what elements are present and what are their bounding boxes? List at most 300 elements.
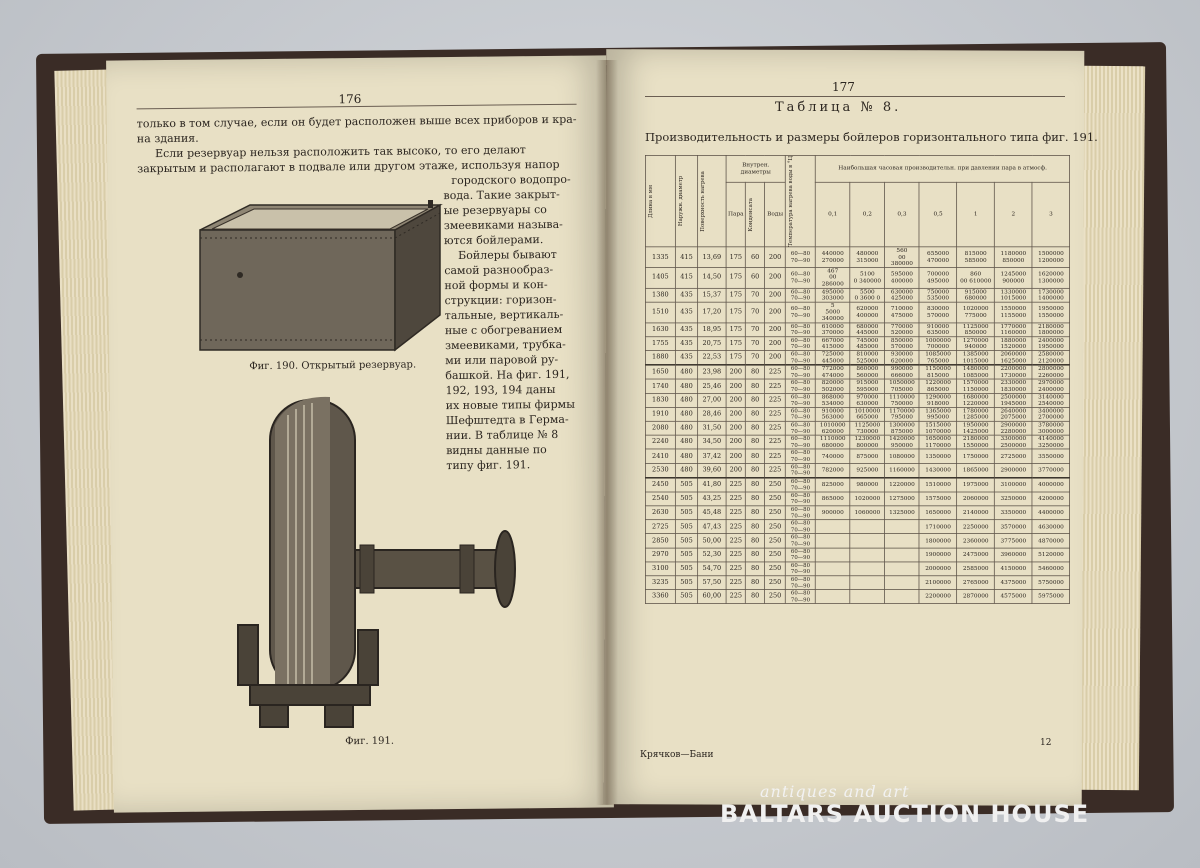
cell-capacity: 1300000 875000: [885, 421, 920, 435]
cell-capacity: 4000000: [1032, 478, 1070, 492]
cell-capacity: 2200000: [919, 590, 957, 604]
temp-range: 70—90: [790, 428, 811, 435]
cell-capacity: 1330000 1015000: [995, 288, 1033, 302]
text-line: городского водопро-: [451, 172, 571, 188]
temp-range: 60—80: [790, 379, 811, 386]
cell-capacity: 1350000: [919, 449, 957, 463]
cell-capacity: 910000 635000: [919, 323, 957, 337]
cell-steam: 225: [726, 562, 745, 576]
cell-water: 200: [765, 247, 786, 268]
cell-condensate: 80: [746, 365, 765, 379]
table-row: [645, 393, 1069, 407]
cell-condensate: 60: [746, 267, 765, 288]
cell-steam: 225: [726, 534, 745, 548]
cell-capacity: 860 00 610000: [957, 267, 995, 288]
cell-capacity: 2800000 2260000: [1032, 365, 1070, 379]
cell-temp: [785, 463, 815, 477]
cell-outer-diameter: 435: [675, 288, 697, 302]
cell-capacity: [850, 534, 885, 548]
cell-capacity: 900000: [815, 506, 850, 520]
cell-capacity: 3550000: [1032, 449, 1070, 463]
temp-range: 70—90: [790, 526, 811, 533]
cell-capacity: 1550000 1155000: [995, 302, 1033, 323]
table-row: [645, 247, 1069, 268]
cell-capacity: [815, 534, 850, 548]
cell-capacity: 1150000 815000: [919, 365, 957, 379]
temp-range: 70—90: [790, 596, 811, 603]
cell-condensate: 70: [746, 302, 765, 323]
cell-water: 250: [765, 548, 786, 562]
cell-surface: 37,42: [698, 449, 726, 463]
cell-water: 200: [765, 337, 786, 351]
cell-length: 2530: [645, 463, 675, 477]
cell-capacity: 1220000: [885, 478, 920, 492]
cell-capacity: 2100000: [919, 576, 957, 590]
cell-outer-diameter: 505: [675, 506, 697, 520]
text-line: на здания.: [136, 131, 199, 146]
cell-outer-diameter: 505: [675, 548, 697, 562]
cell-capacity: 1125000 850000: [957, 323, 995, 337]
cell-capacity: 2060000: [957, 492, 995, 506]
header-length: Длина в мм: [645, 155, 675, 247]
cell-water: 225: [765, 365, 786, 379]
cell-capacity: 2060000 1625000: [995, 351, 1033, 365]
cell-capacity: 1170000 795000: [885, 407, 920, 421]
table-row: [645, 492, 1069, 506]
temp-range: 70—90: [790, 372, 811, 379]
footer-signature: 12: [1040, 738, 1052, 748]
cell-condensate: 80: [746, 407, 765, 421]
cell-capacity: 3400000 2700000: [1032, 407, 1070, 421]
cell-capacity: 1900000: [919, 548, 957, 562]
table-row: [645, 520, 1069, 534]
cell-capacity: 1420000 950000: [885, 435, 920, 449]
temp-range: 60—80: [790, 350, 811, 358]
temp-range: 60—80: [790, 520, 811, 527]
cell-length: 2850: [645, 534, 675, 548]
table-row: [645, 548, 1069, 562]
cell-capacity: 5100 0 340000: [850, 267, 885, 288]
cell-capacity: 4630000: [1032, 520, 1070, 534]
cell-capacity: 480000 315000: [850, 247, 885, 268]
header-rule-right: [645, 96, 1065, 97]
temp-range: 60—80: [790, 250, 811, 257]
temp-range: 60—80: [790, 365, 811, 372]
cell-temp: [785, 590, 815, 604]
table-row: [645, 267, 1069, 288]
cell-steam: 225: [726, 492, 745, 506]
cell-outer-diameter: 480: [675, 449, 697, 463]
header-capacity: Наибольшая часовая производительн. при давлении пара в атмосф.: [815, 155, 1069, 182]
cell-capacity: 595000 400000: [885, 267, 920, 288]
cell-steam: 225: [726, 590, 745, 604]
cell-capacity: 770000 520000: [885, 323, 920, 337]
temp-range: 70—90: [790, 582, 811, 589]
temp-range: 70—90: [790, 470, 811, 477]
table-row: [645, 506, 1069, 520]
cell-surface: 31,50: [698, 421, 726, 435]
cell-length: 3360: [645, 590, 675, 604]
cell-capacity: 4140000 3250000: [1032, 435, 1070, 449]
text-line: змеевиками называ-: [443, 217, 563, 233]
boiler-illustration: [230, 385, 520, 740]
cell-capacity: 815000 585000: [957, 247, 995, 268]
cell-steam: 200: [726, 449, 745, 463]
cell-condensate: 80: [746, 520, 765, 534]
cell-capacity: 745000 485000: [850, 337, 885, 351]
text-line: 192, 193, 194 даны: [445, 382, 556, 398]
cell-steam: 225: [726, 548, 745, 562]
cell-condensate: 80: [746, 449, 765, 463]
cell-capacity: 782000: [815, 463, 850, 477]
temp-range: 60—80: [790, 435, 811, 442]
cell-capacity: [885, 590, 920, 604]
cell-water: 225: [765, 379, 786, 393]
table-row: [645, 421, 1069, 435]
cell-capacity: 5500 0 3600 0: [850, 288, 885, 302]
temp-range: 60—80: [790, 271, 811, 278]
cell-condensate: 80: [746, 478, 765, 492]
cell-water: 250: [765, 506, 786, 520]
cell-length: 1880: [645, 351, 675, 365]
cell-condensate: 80: [746, 506, 765, 520]
temp-range: 70—90: [790, 498, 811, 506]
cell-length: 1910: [645, 407, 675, 421]
cell-outer-diameter: 480: [675, 393, 697, 407]
cell-temp: [785, 247, 815, 268]
cell-capacity: 4375000: [995, 576, 1033, 590]
temp-range: 60—80: [790, 421, 811, 428]
temp-range: 60—80: [790, 336, 811, 344]
cell-capacity: [885, 548, 920, 562]
cell-steam: 225: [726, 520, 745, 534]
temp-range: 70—90: [790, 257, 811, 264]
cell-temp: [785, 562, 815, 576]
temp-range: 60—80: [790, 506, 811, 513]
cell-capacity: 1270000 940000: [957, 337, 995, 351]
table-row: [645, 379, 1069, 393]
cell-capacity: 1680000 1220000: [957, 393, 995, 407]
temp-range: 60—80: [790, 478, 811, 485]
temp-range: 70—90: [790, 343, 811, 350]
cell-surface: 57,50: [698, 576, 726, 590]
cell-surface: 52,30: [698, 548, 726, 562]
cell-capacity: 865000: [815, 492, 850, 506]
cell-capacity: 2180000 1550000: [957, 435, 995, 449]
cell-outer-diameter: 480: [675, 421, 697, 435]
cell-temp: [785, 302, 815, 323]
cell-capacity: 2475000: [957, 548, 995, 562]
temp-range: 70—90: [790, 386, 811, 393]
cell-capacity: 5975000: [1032, 590, 1070, 604]
temp-range: 70—90: [790, 295, 811, 302]
text-line: типу фиг. 191.: [446, 458, 531, 473]
cell-length: 2080: [645, 421, 675, 435]
header-pressure-5: 2: [995, 182, 1033, 247]
table-row: [645, 576, 1069, 590]
table-row: [645, 590, 1069, 604]
cell-capacity: 1515000 1070000: [919, 421, 957, 435]
cell-steam: 225: [726, 576, 745, 590]
cell-temp: [785, 393, 815, 407]
table-row: [645, 351, 1069, 365]
watermark-tagline: antiques and art: [760, 782, 910, 801]
text-line: башкой. На фиг. 191,: [445, 367, 570, 383]
cell-surface: 23,98: [698, 365, 726, 379]
cell-capacity: 925000: [850, 463, 885, 477]
header-pressure-3: 0,5: [919, 182, 957, 247]
temp-range: 60—80: [790, 548, 811, 555]
cell-steam: 175: [726, 288, 745, 302]
cell-outer-diameter: 505: [675, 478, 697, 492]
temp-range: 60—80: [790, 407, 811, 414]
cell-temp: [785, 379, 815, 393]
cell-capacity: 620000 400000: [850, 302, 885, 323]
cell-capacity: [815, 562, 850, 576]
cell-outer-diameter: 435: [675, 302, 697, 323]
cell-water: 200: [765, 288, 786, 302]
temp-range: 60—80: [790, 288, 811, 295]
text-line: Шефштедта в Герма-: [445, 412, 569, 428]
cell-surface: 27,00: [698, 393, 726, 407]
figure-caption-191: Фиг. 191.: [345, 735, 395, 748]
text-line: видны данные по: [446, 443, 547, 458]
cell-length: 1380: [645, 288, 675, 302]
cell-water: 200: [765, 267, 786, 288]
cell-steam: 200: [726, 407, 745, 421]
cell-steam: 175: [726, 267, 745, 288]
table-row: [645, 337, 1069, 351]
cell-capacity: 1290000 918000: [919, 393, 957, 407]
cell-condensate: 70: [746, 351, 765, 365]
cell-capacity: 1480000 1085000: [957, 365, 995, 379]
temp-range: 60—80: [790, 449, 811, 456]
cell-water: 225: [765, 463, 786, 477]
cell-capacity: [850, 548, 885, 562]
cell-temp: [785, 492, 815, 506]
cell-capacity: 1325000: [885, 506, 920, 520]
cell-surface: 60,00: [698, 590, 726, 604]
temp-range: 70—90: [790, 277, 811, 284]
cell-capacity: 1950000 1550000: [1032, 302, 1070, 323]
cell-capacity: 3775000: [995, 534, 1033, 548]
cell-capacity: 655000 470000: [919, 247, 957, 268]
cell-capacity: [850, 576, 885, 590]
cell-steam: 200: [726, 435, 745, 449]
table-row: [645, 478, 1069, 492]
cell-capacity: 930000 620000: [885, 351, 920, 365]
cell-capacity: 1010000 665000: [850, 407, 885, 421]
cell-capacity: 680000 445000: [850, 323, 885, 337]
cell-capacity: 2580000 2120000: [1032, 351, 1070, 365]
text-line: Бойлеры бывают: [458, 247, 557, 262]
cell-capacity: 2725000: [995, 449, 1033, 463]
cell-capacity: 1880000 1520000: [995, 337, 1033, 351]
cell-water: 225: [765, 421, 786, 435]
cell-capacity: 495000 303000: [815, 288, 850, 302]
cell-surface: 43,25: [698, 492, 726, 506]
cell-condensate: 80: [746, 590, 765, 604]
cell-capacity: 3300000 2500000: [995, 435, 1033, 449]
cell-capacity: [885, 576, 920, 590]
cell-capacity: 4575000: [995, 590, 1033, 604]
cell-steam: 225: [726, 506, 745, 520]
cell-condensate: 80: [746, 534, 765, 548]
cell-surface: 20,75: [698, 337, 726, 351]
cell-capacity: 700000 495000: [919, 267, 957, 288]
cell-capacity: 1650000: [919, 506, 957, 520]
header-surface: Поверхность нагрева: [698, 155, 726, 247]
figure-caption-190: Фиг. 190. Открытый резервуар.: [249, 359, 417, 373]
text-line: их новые типы фирмы: [445, 397, 576, 413]
cell-capacity: 3570000: [995, 520, 1033, 534]
cell-condensate: 70: [746, 288, 765, 302]
cell-water: 250: [765, 562, 786, 576]
cell-capacity: 2970000 2400000: [1032, 379, 1070, 393]
cell-capacity: 1950000 1425000: [957, 421, 995, 435]
cell-steam: 200: [726, 421, 745, 435]
cell-capacity: 1000000 700000: [919, 337, 957, 351]
cell-length: 2630: [645, 506, 675, 520]
cell-capacity: 1750000: [957, 449, 995, 463]
cell-capacity: [815, 590, 850, 604]
cell-water: 225: [765, 407, 786, 421]
cell-temp: [785, 337, 815, 351]
cell-capacity: 1125000 730000: [850, 421, 885, 435]
cell-capacity: 4870000: [1032, 534, 1070, 548]
cell-capacity: 1510000: [919, 478, 957, 492]
cell-capacity: 1865000: [957, 463, 995, 477]
header-pressure-0: 0,1: [815, 182, 850, 247]
cell-capacity: 910000 563000: [815, 407, 850, 421]
cell-capacity: 1770000 1160000: [995, 323, 1033, 337]
cell-temp: [785, 407, 815, 421]
cell-water: 225: [765, 435, 786, 449]
cell-outer-diameter: 480: [675, 463, 697, 477]
cell-length: 3100: [645, 562, 675, 576]
cell-capacity: 5 5000 340000: [815, 302, 850, 323]
text-line: ной формы и кон-: [444, 278, 548, 293]
cell-capacity: 4150000: [995, 562, 1033, 576]
cell-capacity: 2500000 1945000: [995, 393, 1033, 407]
header-pressure-2: 0,3: [885, 182, 920, 247]
temp-range: 70—90: [790, 568, 811, 575]
table-subtitle: Производительность и размеры бойлеров горизонтального типа фиг. 191.: [645, 130, 1098, 144]
cell-water: 250: [765, 590, 786, 604]
cell-surface: 28,46: [698, 407, 726, 421]
cell-temp: [785, 534, 815, 548]
cell-capacity: 772000 474000: [815, 365, 850, 379]
cell-surface: 14,50: [698, 267, 726, 288]
cell-condensate: 80: [746, 435, 765, 449]
text-line: ми или паровой ру-: [445, 352, 559, 368]
cell-capacity: 740000: [815, 449, 850, 463]
cell-surface: 25,46: [698, 379, 726, 393]
text-line: ются бойлерами.: [443, 233, 544, 248]
cell-capacity: 5460000: [1032, 562, 1070, 576]
header-pressure-6: 3: [1032, 182, 1070, 247]
cell-temp: [785, 449, 815, 463]
cell-capacity: 750000 535000: [919, 288, 957, 302]
page-number-left: 176: [338, 91, 362, 107]
cell-length: 1830: [645, 393, 675, 407]
cell-capacity: 1650000 1170000: [919, 435, 957, 449]
cell-capacity: [815, 548, 850, 562]
cell-capacity: 1010000 620000: [815, 421, 850, 435]
text-line: нии. В таблице № 8: [445, 427, 559, 443]
cell-water: 250: [765, 520, 786, 534]
cell-capacity: 1570000 1150000: [957, 379, 995, 393]
cell-condensate: 80: [746, 562, 765, 576]
cell-capacity: 860000 560000: [850, 365, 885, 379]
cell-capacity: 820000 502000: [815, 379, 850, 393]
table-row: [645, 302, 1069, 323]
text-line: закрытым и располагают в подвале или другом этаже, используя напор: [137, 157, 560, 176]
temp-range: 70—90: [790, 400, 811, 407]
cell-temp: [785, 506, 815, 520]
cell-capacity: 1020000 775000: [957, 302, 995, 323]
cell-capacity: 725000 445000: [815, 351, 850, 365]
cell-capacity: 2200000 1730000: [995, 365, 1033, 379]
cell-water: 250: [765, 478, 786, 492]
table-row: [645, 534, 1069, 548]
cell-steam: 175: [726, 323, 745, 337]
cell-capacity: 868000 534000: [815, 393, 850, 407]
temp-range: 60—80: [790, 393, 811, 400]
cell-steam: 175: [726, 247, 745, 268]
cell-capacity: 2765000: [957, 576, 995, 590]
temp-range: 70—90: [790, 329, 811, 336]
cell-outer-diameter: 480: [675, 435, 697, 449]
cell-surface: 13,69: [698, 247, 726, 268]
cell-length: 1405: [645, 267, 675, 288]
cell-capacity: 1780000 1285000: [957, 407, 995, 421]
cell-condensate: 80: [746, 548, 765, 562]
cell-capacity: 1800000: [919, 534, 957, 548]
cell-capacity: 850000 570000: [885, 337, 920, 351]
cell-temp: [785, 323, 815, 337]
cell-surface: 45,48: [698, 506, 726, 520]
cell-capacity: 830000 570000: [919, 302, 957, 323]
cell-surface: 54,70: [698, 562, 726, 576]
cell-capacity: 1180000 850000: [995, 247, 1033, 268]
cell-outer-diameter: 435: [675, 337, 697, 351]
cell-length: 1510: [645, 302, 675, 323]
cell-capacity: 1365000 995000: [919, 407, 957, 421]
cell-capacity: 1230000 800000: [850, 435, 885, 449]
cell-capacity: 915000 680000: [957, 288, 995, 302]
cell-capacity: 610000 370000: [815, 323, 850, 337]
temp-range: 60—80: [790, 576, 811, 583]
cell-outer-diameter: 415: [675, 267, 697, 288]
footer-author: Крячков—Бани: [640, 750, 714, 760]
cell-surface: 17,20: [698, 302, 726, 323]
table-title: Таблица № 8.: [775, 100, 902, 115]
cell-capacity: 440000 270000: [815, 247, 850, 268]
temp-range: 60—80: [790, 534, 811, 541]
cell-surface: 15,37: [698, 288, 726, 302]
cell-capacity: 2640000 2075000: [995, 407, 1033, 421]
text-line: змеевиками, трубка-: [445, 337, 566, 353]
cell-length: 1755: [645, 337, 675, 351]
cell-length: 1630: [645, 323, 675, 337]
text-line: ные с обогреванием: [444, 322, 563, 338]
cell-temp: [785, 576, 815, 590]
cell-capacity: 3140000 2540000: [1032, 393, 1070, 407]
cell-surface: 39,60: [698, 463, 726, 477]
header-outer-diameter: Наружн. диаметр: [675, 155, 697, 247]
cell-capacity: 1060000: [850, 506, 885, 520]
